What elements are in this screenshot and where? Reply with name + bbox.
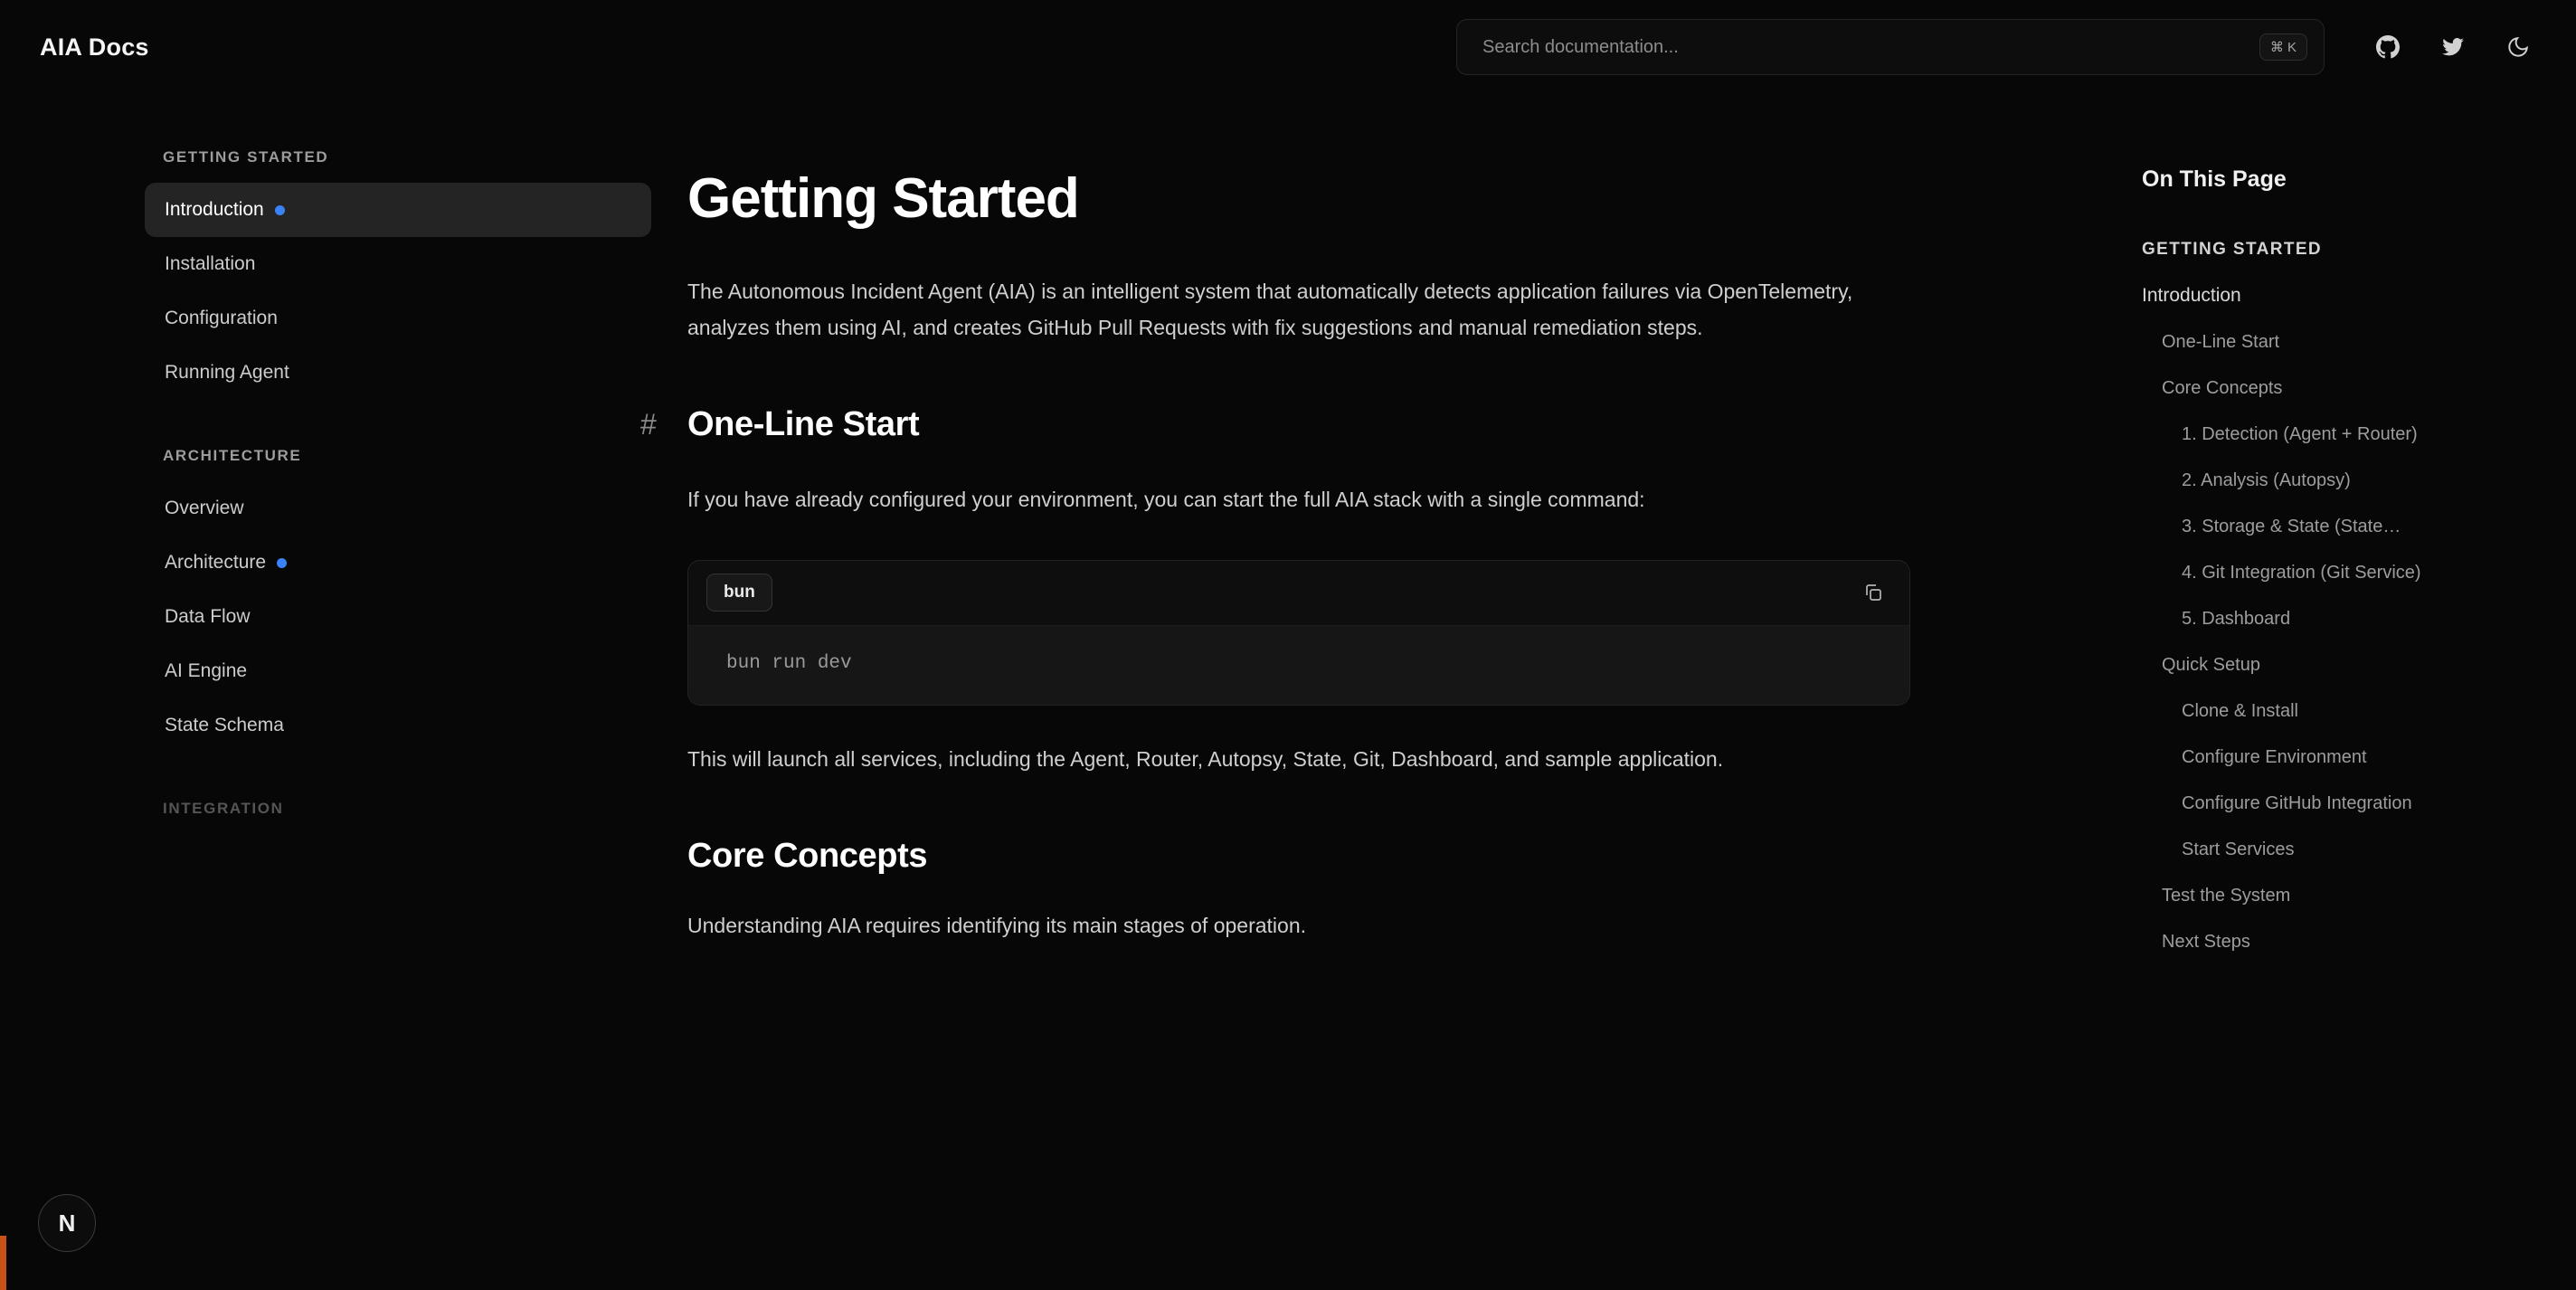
core-concepts-paragraph: Understanding AIA requires identifying its main stages of operation. <box>687 914 1307 938</box>
search-box[interactable] <box>1456 19 2325 75</box>
sidebar-group-architecture-title: ARCHITECTURE <box>163 447 302 464</box>
code-tab-bun[interactable]: bun <box>706 574 772 612</box>
one-line-start-paragraph: If you have already configured your environment, you can start the full AIA stack with a single command: <box>687 488 1645 512</box>
toc-item-clone-install[interactable]: Clone & Install <box>2182 701 2298 721</box>
github-icon[interactable] <box>2370 29 2406 65</box>
sidebar-item-label: Installation <box>165 253 256 274</box>
toc-item-core-concepts[interactable]: Core Concepts <box>2162 378 2283 398</box>
sidebar-item-architecture[interactable] <box>145 536 651 590</box>
main-content <box>640 94 2106 1290</box>
brand-logo[interactable]: AIA Docs <box>40 33 149 61</box>
sidebar-item-label: Architecture <box>165 552 267 573</box>
sidebar-item-label: Running Agent <box>165 362 289 383</box>
sidebar-divider <box>145 400 651 447</box>
twitter-icon[interactable] <box>2435 29 2471 65</box>
sidebar-item-installation[interactable] <box>145 237 651 291</box>
toc-item-detection[interactable]: 1. Detection (Agent + Router) <box>2182 424 2418 444</box>
one-line-start-after-paragraph: This will launch all services, including the Agent, Router, Autopsy, State, Git, Dashboard, and sample application. <box>687 746 1724 771</box>
toc-title: On This Page <box>2142 166 2287 192</box>
top-bar <box>0 0 2576 94</box>
copy-icon[interactable] <box>1857 576 1889 609</box>
sidebar-item-label: Overview <box>165 498 244 518</box>
toc-item-git-integration[interactable]: 4. Git Integration (Git Service) <box>2182 563 2421 583</box>
status-dot-icon <box>277 558 287 568</box>
toc-group-title: GETTING STARTED <box>2142 240 2323 259</box>
code-block <box>687 560 1910 706</box>
toc-item-configure-github-integration[interactable]: Configure GitHub Integration <box>2182 793 2412 813</box>
toc-item-storage-state[interactable]: 3. Storage & State (State… <box>2182 517 2401 536</box>
search-shortcut-kbd: ⌘ K <box>2259 33 2307 61</box>
theme-toggle-icon[interactable] <box>2500 29 2536 65</box>
toc-item-analysis[interactable]: 2. Analysis (Autopsy) <box>2182 470 2351 490</box>
sidebar-divider-2 <box>145 753 651 800</box>
top-bar-actions <box>1456 0 2536 94</box>
toc-item-configure-environment[interactable]: Configure Environment <box>2182 747 2367 767</box>
sidebar-item-ai-engine[interactable] <box>145 644 651 698</box>
code-block-header <box>688 561 1909 626</box>
toc-item-next-steps[interactable]: Next Steps <box>2162 932 2250 952</box>
sidebar-item-label: Configuration <box>165 308 278 328</box>
sidebar-item-state-schema[interactable] <box>145 698 651 753</box>
toc-item-one-line-start[interactable]: One-Line Start <box>2162 332 2280 352</box>
scroll-accent-bar <box>0 1236 6 1290</box>
section-heading-one-line-start <box>640 405 1910 444</box>
search-input[interactable] <box>1482 37 2259 58</box>
sidebar-item-overview[interactable] <box>145 481 651 536</box>
section-title: One-Line Start <box>687 405 920 444</box>
intro-paragraph: The Autonomous Incident Agent (AIA) is an intelligent system that automatically detects application failures via OpenTelemetry, analyzes them using AI, and creates GitHub Pull Requests with fix suggestions and manual remediation steps. <box>687 280 1853 339</box>
status-dot-icon <box>275 205 285 215</box>
sidebar-item-label: AI Engine <box>165 660 248 681</box>
toc-item-quick-setup[interactable]: Quick Setup <box>2162 655 2260 675</box>
sidebar-item-label: Data Flow <box>165 606 251 627</box>
toc-item-start-services[interactable]: Start Services <box>2182 839 2295 859</box>
sidebar-item-data-flow[interactable] <box>145 590 651 644</box>
sidebar-item-label: State Schema <box>165 715 284 735</box>
sidebar-group-integration-title: INTEGRATION <box>163 800 284 817</box>
sidebar-item-configuration[interactable] <box>145 291 651 346</box>
toc-item-introduction[interactable]: Introduction <box>2142 285 2241 306</box>
sidebar-item-label: Introduction <box>165 199 264 220</box>
sidebar-item-introduction[interactable] <box>145 183 651 237</box>
code-content[interactable]: bun run dev <box>688 626 1909 705</box>
sidebar-item-running-agent[interactable] <box>145 346 651 400</box>
section-title-core-concepts: Core Concepts <box>687 837 928 876</box>
floating-action-badge[interactable]: N <box>38 1194 96 1252</box>
anchor-hash-icon[interactable]: # <box>640 408 657 441</box>
page-title: Getting Started <box>687 167 1079 230</box>
table-of-contents <box>2106 94 2576 1290</box>
sidebar-group-getting-started-title: GETTING STARTED <box>163 148 329 166</box>
page-layout <box>0 94 2576 1290</box>
toc-item-dashboard[interactable]: 5. Dashboard <box>2182 609 2291 629</box>
toc-item-test-the-system[interactable]: Test the System <box>2162 886 2291 906</box>
sidebar <box>0 94 687 1290</box>
